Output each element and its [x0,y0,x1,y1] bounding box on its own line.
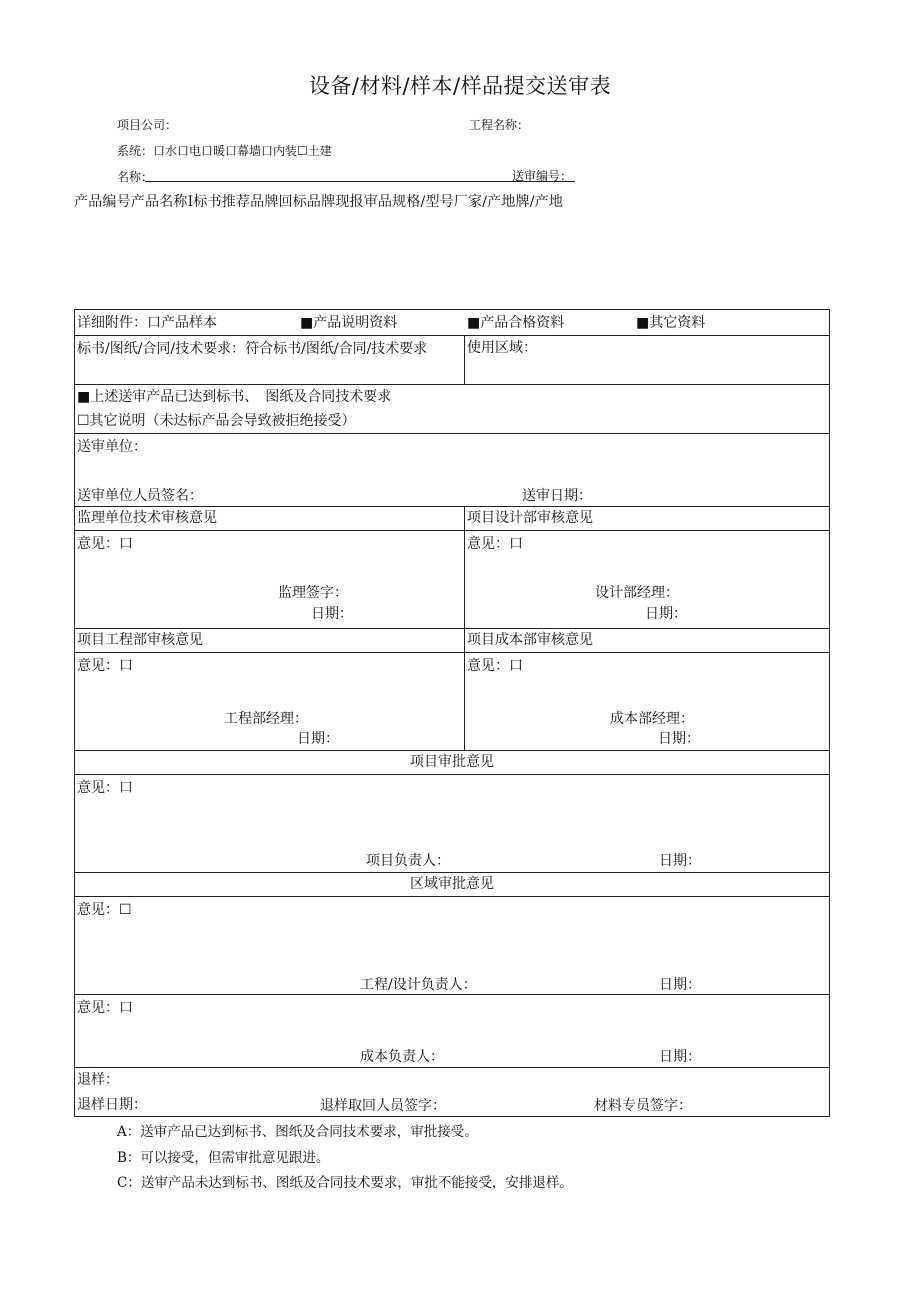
project-approval-cell [75,775,830,873]
submit-date-label: 送审日期： [522,488,592,504]
project-company-label: 项目公司： [117,118,178,132]
submit-number-label: 送审编号： [512,169,573,183]
cost-sign-label: 成本部经理： [610,711,694,727]
project-lead-sign-label: 项目负责人： [366,853,450,869]
engineering-sign-label: 工程部经理： [224,711,308,727]
cost-header: 项目成本部审核意见 [465,629,830,653]
sample-return-date-label: 退样日期： [77,1097,147,1113]
attachment-other[interactable]: ■其它资料 [636,315,706,331]
regional-engineering-sign-label: 工程/设计负责人： [360,977,477,993]
submitter-row [75,434,830,507]
supervision-sign-label: 监理签字： [278,585,348,601]
submitter-signature-label: 送审单位人员签名： [77,488,203,504]
design-sign-label: 设计部经理： [595,585,679,601]
project-approval-opinion[interactable]: 意见：口 [77,780,133,796]
requirements-cell: 标书/图纸/合同/技术要求：符合标书/图纸/合同/技术要求 [75,336,465,385]
supervision-date-label: 日期： [311,606,353,622]
regional-engineering-opinion[interactable]: 意见：☐ [77,902,132,918]
attachment-product-certificate[interactable]: ■产品合格资料 [467,315,565,331]
material-staff-sign-label: 材料专员签字： [594,1098,692,1114]
engineering-opinion[interactable]: 意见：口 [77,658,133,674]
design-date-label: 日期： [645,606,687,622]
regional-engineering-cell [75,897,830,995]
name-underline [145,181,575,182]
sample-return-label: 退样： [77,1072,119,1088]
cost-opinion[interactable]: 意见：口 [467,658,523,674]
regional-approval-header: 区域审批意见 [75,873,830,897]
note-b: B：可以接受，但需审批意见跟进。 [117,1150,330,1166]
project-approval-header: 项目审批意见 [75,751,830,775]
engineering-opinion-cell [75,653,465,751]
attachments-row [75,310,830,336]
supervision-opinion-cell [75,531,465,629]
regional-cost-sign-label: 成本负责人： [360,1049,444,1065]
note-c: C：送审产品未达到标书、图纸及合同技术要求，审批不能接受，安排退样。 [117,1175,573,1191]
supervision-header: 监理单位技术审核意见 [75,507,465,531]
compliance-row [75,385,830,434]
cost-opinion-cell [465,653,830,751]
form-title: 设备/材料/样本/样品提交送审表 [308,74,612,98]
usage-area-cell[interactable]: 使用区域： [465,336,830,385]
regional-cost-date-label: 日期： [659,1049,701,1065]
sample-return-cell [75,1068,830,1117]
cost-date-label: 日期： [658,731,700,747]
design-header: 项目设计部审核意见 [465,507,830,531]
system-checkboxes[interactable]: 系统：口水口电口暖口幕墙口内装☐土建 [117,144,332,158]
attachment-product-manual[interactable]: ■产品说明资料 [300,315,398,331]
project-approval-date-label: 日期： [659,853,701,869]
attachment-product-sample[interactable]: 详细附件：口产品样本 [77,315,217,331]
compliance-met-option[interactable]: ■上述送审产品已达到标书、 图纸及合同技术要求 [77,389,392,405]
name-label: 名称： [117,170,154,184]
engineering-date-label: 日期： [297,731,339,747]
sample-retriever-sign-label: 退样取回人员签字： [320,1098,446,1114]
submission-form-table [74,309,830,1117]
note-a: A：送审产品已达到标书、图纸及合同技术要求，审批接受。 [117,1124,478,1140]
submitting-unit-label: 送审单位： [77,439,147,455]
regional-engineering-date-label: 日期： [659,977,701,993]
regional-cost-cell [75,995,830,1068]
engineering-header: 项目工程部审核意见 [75,629,465,653]
design-opinion[interactable]: 意见：口 [467,536,523,552]
regional-cost-opinion[interactable]: 意见：口 [77,1000,133,1016]
product-columns-header: 产品编号产品名称I标书推荐品牌回标品牌现报审品规格/型号厂家/产地牌/产地 [74,194,564,210]
project-name-label: 工程名称： [469,118,530,132]
compliance-other-option[interactable]: ☐其它说明（未达标产品会导致被拒绝接受） [77,413,356,429]
design-opinion-cell [465,531,830,629]
supervision-opinion[interactable]: 意见：口 [77,536,133,552]
